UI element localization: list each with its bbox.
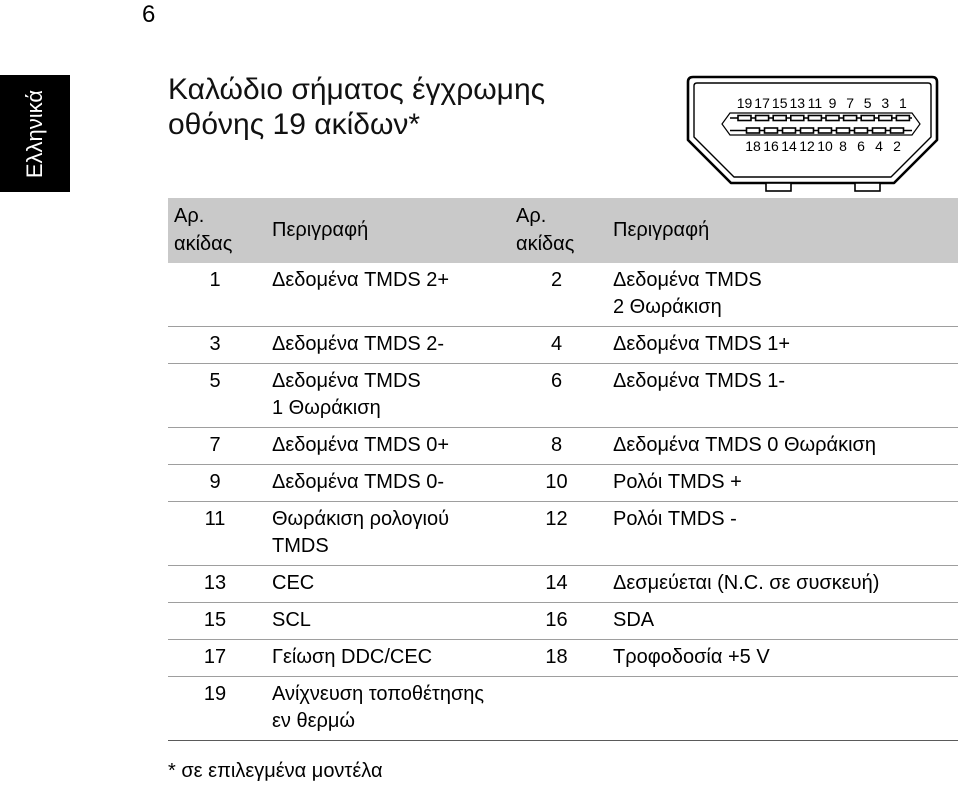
table-header — [168, 198, 958, 263]
page-number: 6 — [142, 1, 156, 28]
pin-number-cell: 19 — [168, 677, 262, 741]
pin-number-cell: 17 — [168, 640, 262, 677]
column-header-pin-number: Αρ. ακίδας — [168, 198, 262, 263]
pin-contact-7 — [844, 116, 857, 121]
pin-description-cell: Δεδομένα TMDS 0- — [262, 465, 510, 502]
pin-description-cell: Δεδομένα TMDS 2+ — [262, 263, 510, 327]
pin-description-cell: Δεδομένα TMDS 1- — [603, 364, 958, 428]
pin-label-12: 12 — [799, 138, 815, 154]
pin-description-cell: Δεδομένα TMDS 2- — [262, 327, 510, 364]
pin-label-3: 3 — [881, 95, 890, 111]
pin-description-cell: Ρολόι TMDS - — [603, 502, 958, 566]
pin-number-cell: 2 — [510, 263, 603, 327]
pin-number-cell: 15 — [168, 603, 262, 640]
pin-description-cell: Ρολόι TMDS + — [603, 465, 958, 502]
pin-number-cell: 9 — [168, 465, 262, 502]
pin-description-cell — [603, 677, 958, 741]
pin-label-2: 2 — [893, 138, 901, 154]
pin-number-cell: 18 — [510, 640, 603, 677]
pin-description-cell: CEC — [262, 566, 510, 603]
pin-contact-2 — [891, 128, 904, 133]
pin-label-13: 13 — [789, 95, 806, 111]
language-side-tab — [0, 75, 70, 192]
table-row — [168, 465, 958, 502]
pin-description-cell: Τροφοδοσία +5 V — [603, 640, 958, 677]
pin-number-cell: 10 — [510, 465, 603, 502]
connector-notch-right — [855, 183, 880, 191]
hdmi-connector-diagram — [680, 66, 946, 196]
column-header-pin-number: Αρ. ακίδας — [510, 198, 603, 263]
pin-description-cell: Θωράκιση ρολογιού TMDS — [262, 502, 510, 566]
pin-description-cell: Δεδομένα TMDS 0+ — [262, 428, 510, 465]
table-row — [168, 428, 958, 465]
pin-description-cell: Δεδομένα TMDS 1 Θωράκιση — [262, 364, 510, 428]
pin-contact-9 — [826, 116, 839, 121]
pin-number-cell: 11 — [168, 502, 262, 566]
pin-contact-15 — [773, 116, 786, 121]
pin-contact-1 — [896, 116, 909, 121]
pin-contact-18 — [747, 128, 760, 133]
pinout-table — [168, 198, 958, 741]
pin-number-cell: 12 — [510, 502, 603, 566]
pin-description-cell: Ανίχνευση τοποθέτησης εν θερμώ — [262, 677, 510, 741]
pin-contact-8 — [837, 128, 850, 133]
pin-number-cell: 4 — [510, 327, 603, 364]
pin-label-7: 7 — [846, 95, 854, 111]
pin-contact-10 — [819, 128, 832, 133]
pin-label-15: 15 — [771, 95, 788, 111]
table-row — [168, 603, 958, 640]
pin-number-cell: 6 — [510, 364, 603, 428]
pin-contact-14 — [783, 128, 796, 133]
pin-contact-17 — [756, 116, 769, 121]
pin-number-cell: 16 — [510, 603, 603, 640]
pin-number-cell: 1 — [168, 263, 262, 327]
pin-number-cell: 5 — [168, 364, 262, 428]
pin-label-11: 11 — [807, 95, 823, 111]
footnote: * σε επιλεγμένα μοντέλα — [168, 760, 383, 782]
table-row — [168, 640, 958, 677]
table-row — [168, 327, 958, 364]
pin-description-cell: Γείωση DDC/CEC — [262, 640, 510, 677]
pin-label-8: 8 — [839, 138, 847, 154]
language-tab-label: Ελληνικά — [22, 89, 47, 178]
table-row — [168, 263, 958, 327]
pin-number-cell: 7 — [168, 428, 262, 465]
pin-contact-5 — [861, 116, 874, 121]
pin-number-cell: 14 — [510, 566, 603, 603]
table-body — [168, 263, 958, 741]
pin-contact-3 — [879, 116, 892, 121]
pin-label-18: 18 — [745, 138, 761, 154]
pin-label-17: 17 — [754, 95, 770, 111]
pin-description-cell: Δεδομένα TMDS 1+ — [603, 327, 958, 364]
pin-contact-11 — [808, 116, 821, 121]
connector-notch-left — [766, 183, 791, 191]
pin-contact-13 — [791, 116, 804, 121]
pin-number-cell — [510, 677, 603, 741]
section-title: Καλώδιο σήματος έγχρωμης οθόνης 19 ακίδων* — [168, 73, 546, 141]
pin-description-cell: SCL — [262, 603, 510, 640]
pin-description-cell: Δεσμεύεται (N.C. σε συσκευή) — [603, 566, 958, 603]
pin-number-cell: 13 — [168, 566, 262, 603]
pin-label-6: 6 — [857, 138, 865, 154]
pin-label-10: 10 — [817, 138, 833, 154]
pin-contact-12 — [801, 128, 814, 133]
table-row — [168, 364, 958, 428]
pin-label-5: 5 — [863, 95, 872, 111]
pin-contact-19 — [738, 116, 751, 121]
pin-description-cell: Δεδομένα TMDS 2 Θωράκιση — [603, 263, 958, 327]
pin-contact-4 — [873, 128, 886, 133]
pin-label-9: 9 — [828, 95, 837, 111]
pin-label-1: 1 — [899, 95, 907, 111]
pin-label-19: 19 — [736, 95, 753, 111]
table-row — [168, 566, 958, 603]
column-header-description: Περιγραφή — [603, 198, 958, 263]
pin-label-16: 16 — [763, 138, 779, 154]
table-row — [168, 677, 958, 741]
table-header-row — [168, 198, 958, 263]
pin-contact-16 — [765, 128, 778, 133]
pin-contact-6 — [855, 128, 868, 133]
pin-number-cell: 3 — [168, 327, 262, 364]
pin-number-cell: 8 — [510, 428, 603, 465]
pin-description-cell: Δεδομένα TMDS 0 Θωράκιση — [603, 428, 958, 465]
column-header-description: Περιγραφή — [262, 198, 510, 263]
table-row — [168, 502, 958, 566]
pin-description-cell: SDA — [603, 603, 958, 640]
pin-label-4: 4 — [875, 138, 883, 154]
pin-label-14: 14 — [781, 138, 797, 154]
